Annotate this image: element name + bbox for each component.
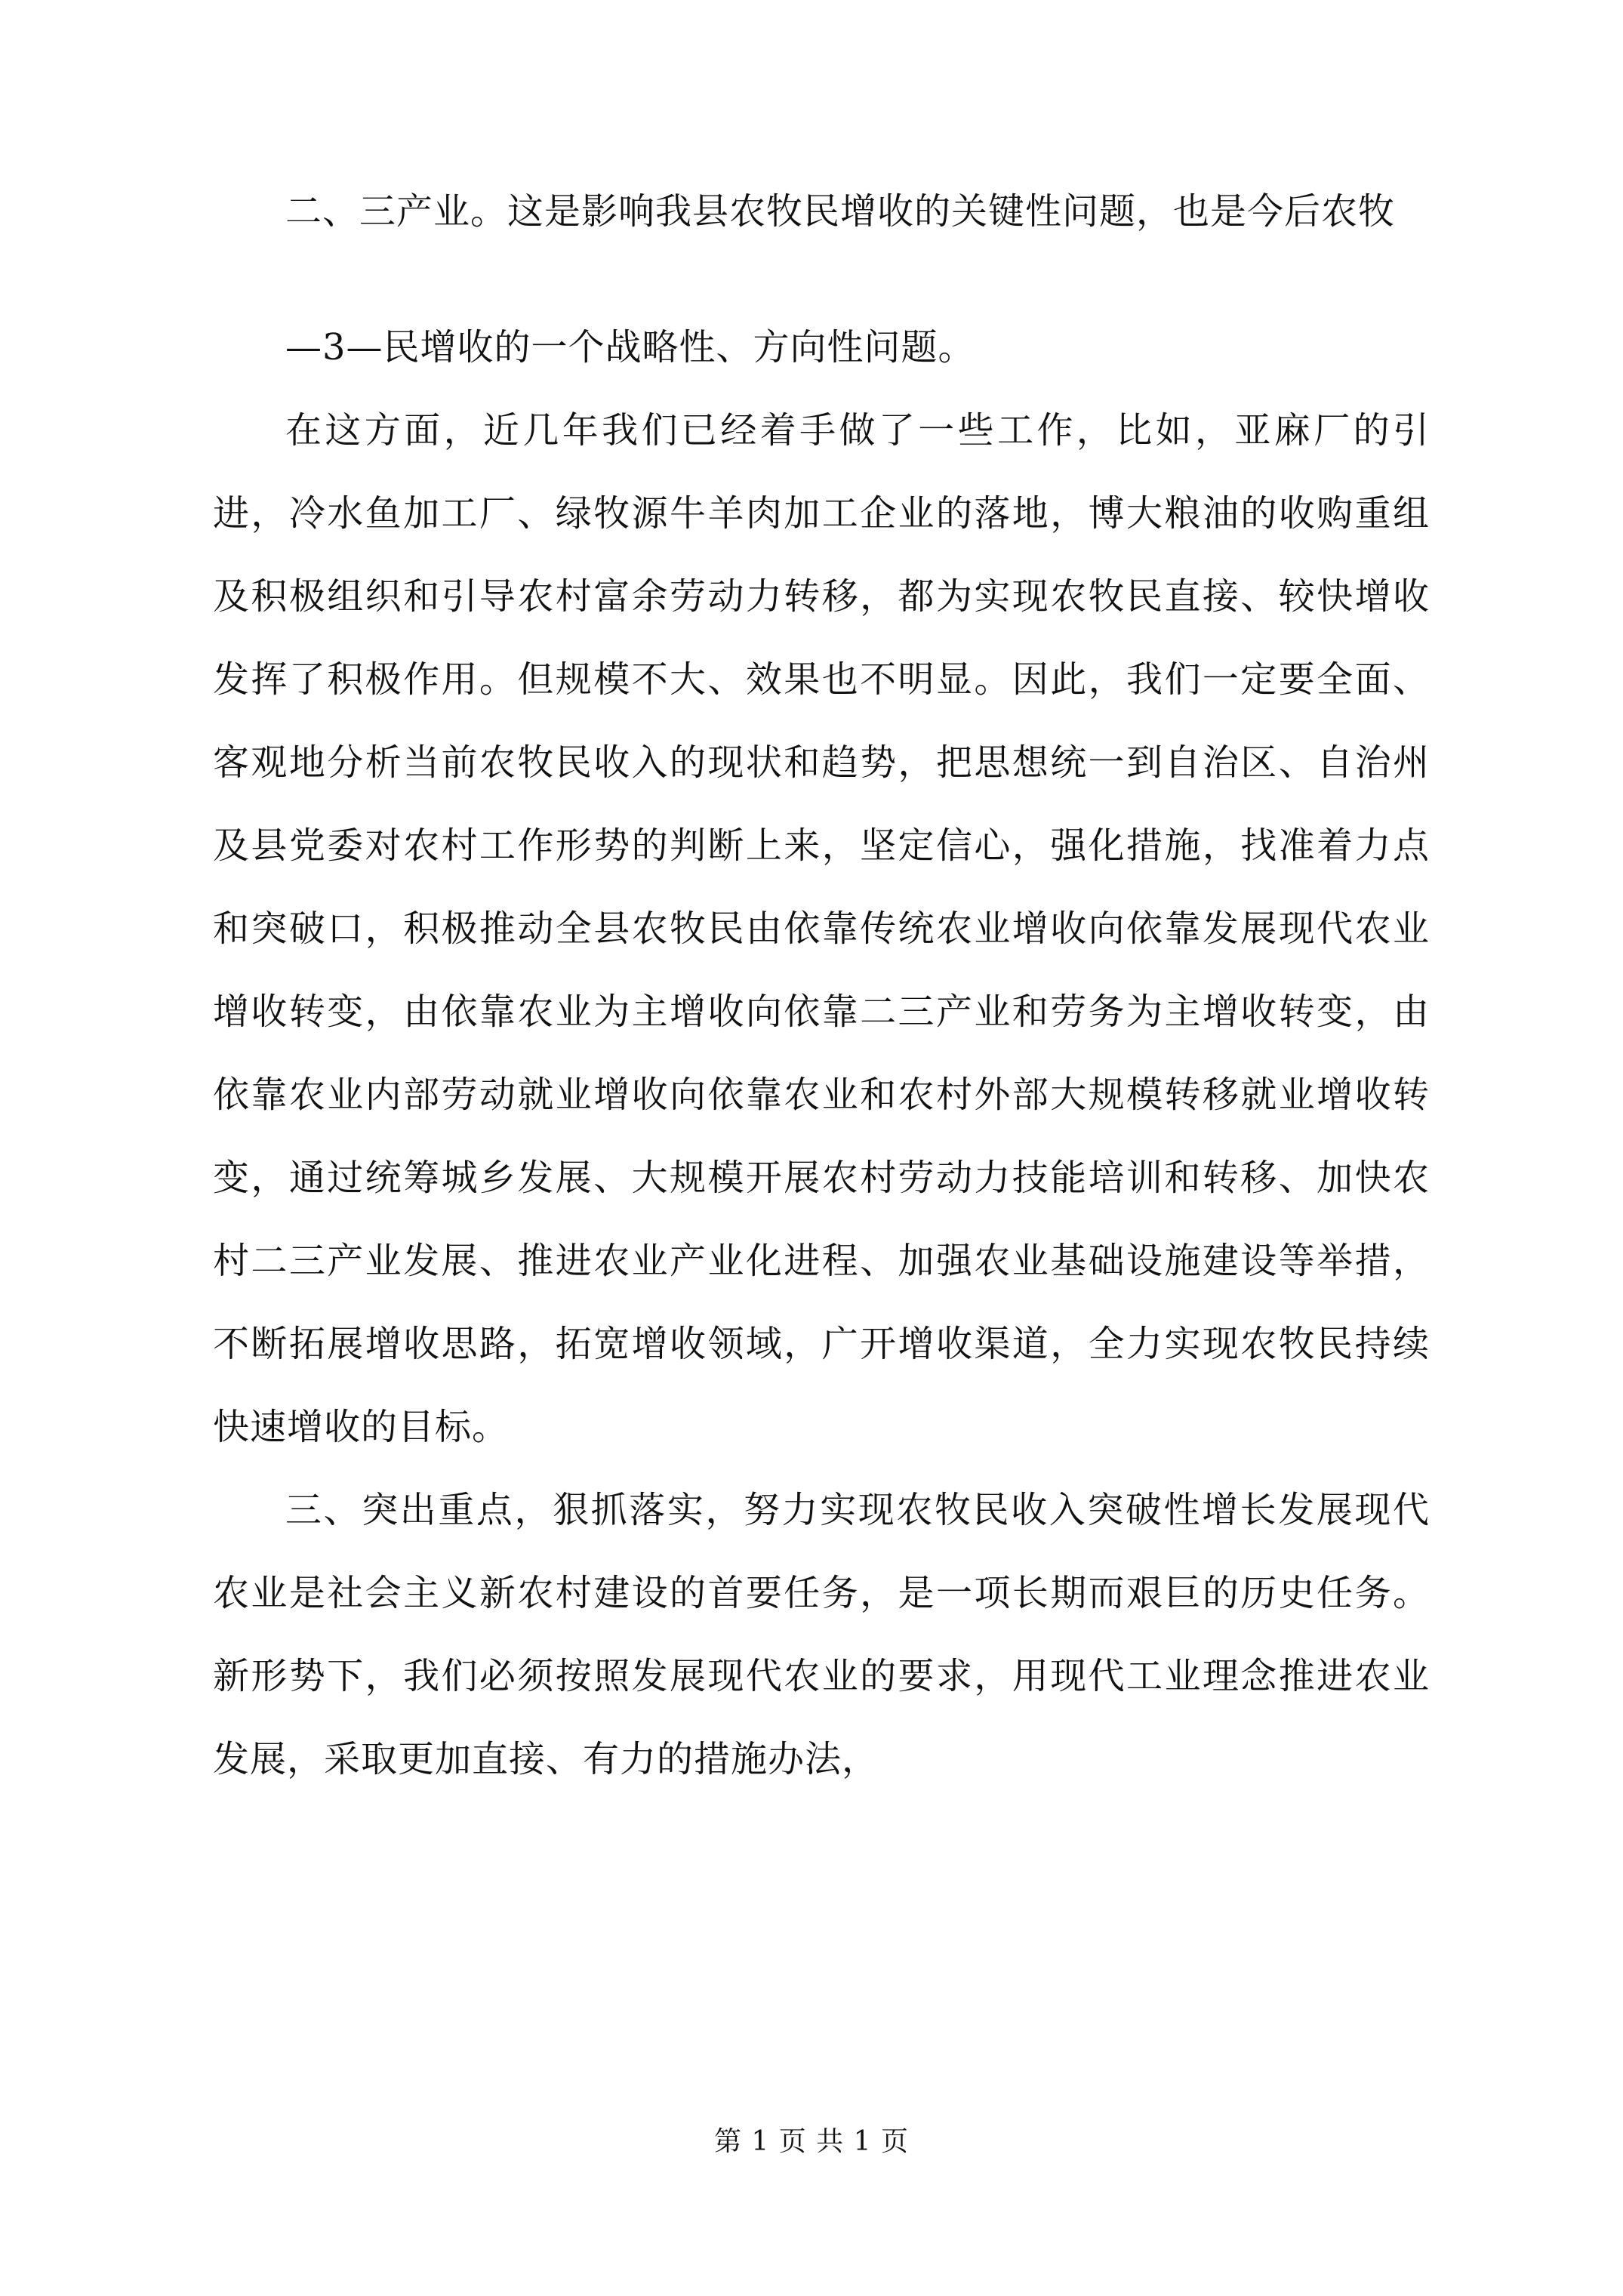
paragraph-3: 在这方面，近几年我们已经着手做了一些工作，比如，亚麻厂的引进，冷水鱼加工厂、绿牧源牛羊肉加工企业的落地，博大粮油的收购重组及积极组织和引导农村富余劳动力转移，都为实现农牧民直接、较快增收发挥了积极作用。但规模不大、效果也不明显。因此，我们一定要全面、客观地分析当前农牧民收入的现状和趋势，把思想统一到自治区、自治州及县党委对农村工作形势的判断上来，坚定信心，强化措施，找准着力点和突破口，积极推动全县农牧民由依靠传统农业增收向依靠发展现代农业增收转变，由依靠农业为主增收向依靠二三产业和劳务为主增收转变，由依靠农业内部劳动就业增收向依靠农业和农村外部大规模转移就业增收转变，通过统筹城乡发展、大规模开展农村劳动力技能培训和转移、加快农村二三产业发展、推进农业产业化进程、加强农业基础设施建设等举措，不断拓展增收思路，拓宽增收领域，广开增收渠道，全力实现农牧民持续快速增收的目标。 bbox=[213, 409, 1430, 1448]
page-footer: 第 1 页 共 1 页 bbox=[713, 2126, 910, 2157]
document-body bbox=[213, 190, 1430, 1801]
paragraph-2: —3—民增收的一个战略性、方向性问题。 bbox=[285, 326, 975, 368]
paragraph-4: 三、突出重点，狠抓落实，努力实现农牧民收入突破性增长发展现代农业是社会主义新农村建设的首要任务，是一项长期而艰巨的历史任务。新形势下，我们必须按照发展现代农业的要求，用现代工业理念推进农业发展，采取更加直接、有力的措施办法， bbox=[213, 1489, 1430, 1780]
paragraph-1: 二、三产业。这是影响我县农牧民增收的关键性问题，也是今后农牧 bbox=[285, 190, 1396, 233]
